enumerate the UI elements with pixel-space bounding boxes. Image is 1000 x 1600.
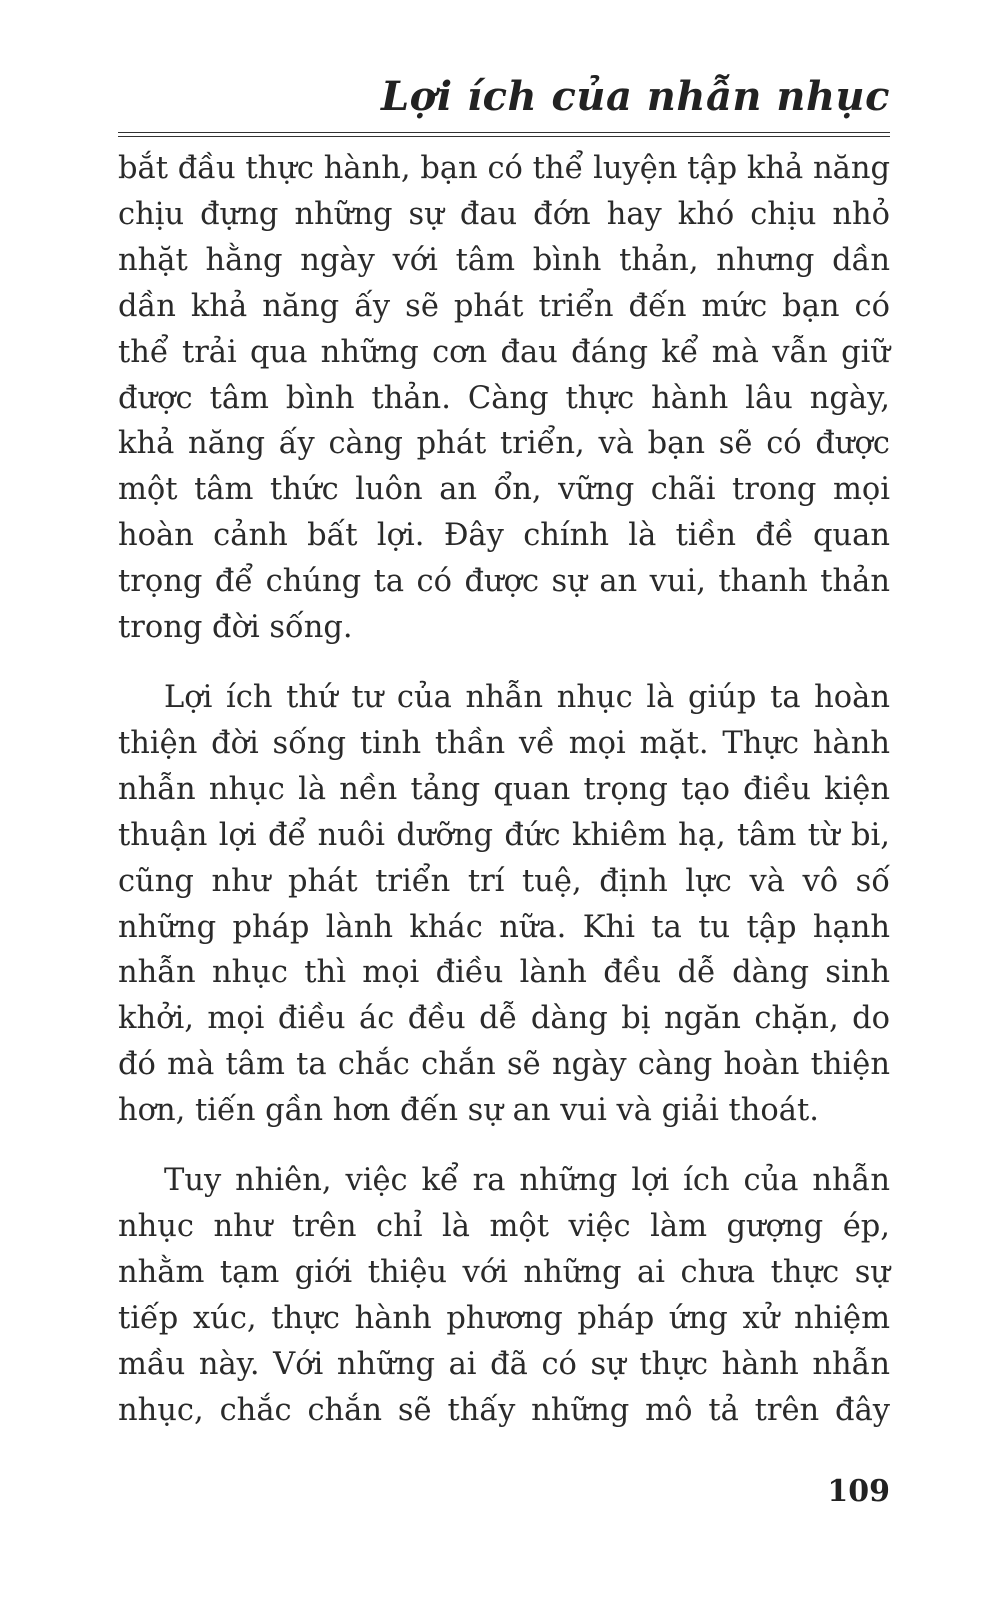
paragraph-continued: bắt đầu thực hành, bạn có thể luyện tập khả năng chịu đựng những sự đau đớn hay khó chịu nhỏ nhặt hằng ngày với tâm bình thản, nhưng dần dần khả năng ấy sẽ phát triển đến mức bạn có thể trải qua những cơn đau đáng kể mà vẫn giữ được tâm bình thản. Càng thực hành lâu ngày, khả năng ấy càng phát triển, và bạn sẽ có được một tâm thức luôn an ổn, vững chãi trong mọi hoàn cảnh bất lợi. Đây chính là tiền đề quan trọng để chúng ta có được sự an vui, thanh thản trong đời sống. <box>118 151 890 646</box>
paragraph-however: Tuy nhiên, việc kể ra những lợi ích của nhẫn nhục như trên chỉ là một việc làm gượng ép, nhằm tạm giới thiệu với những ai chưa thực sự tiếp xúc, thực hành phương pháp ứng xử nhiệm mầu này. Với những ai đã có sự thực hành nhẫn nhục, chắc chắn sẽ thấy những mô tả trên đây <box>118 1163 890 1428</box>
page-body <box>118 146 890 1433</box>
header-rule <box>118 132 890 137</box>
paragraph-fourth-benefit: Lợi ích thứ tư của nhẫn nhục là giúp ta hoàn thiện đời sống tinh thần về mọi mặt. Thực hành nhẫn nhục là nền tảng quan trọng tạo điều kiện thuận lợi để nuôi dưỡng đức khiêm hạ, tâm từ bi, cũng như phát triển trí tuệ, định lực và vô số những pháp lành khác nữa. Khi ta tu tập hạnh nhẫn nhục thì mọi điều lành đều dễ dàng sinh khởi, mọi điều ác đều dễ dàng bị ngăn chặn, do đó mà tâm ta chắc chắn sẽ ngày càng hoàn thiện hơn, tiến gần hơn đến sự an vui và giải thoát. <box>118 679 890 1129</box>
running-header-title: Lợi ích của nhẫn nhục <box>381 73 890 120</box>
page-number: 109 <box>827 1474 890 1509</box>
